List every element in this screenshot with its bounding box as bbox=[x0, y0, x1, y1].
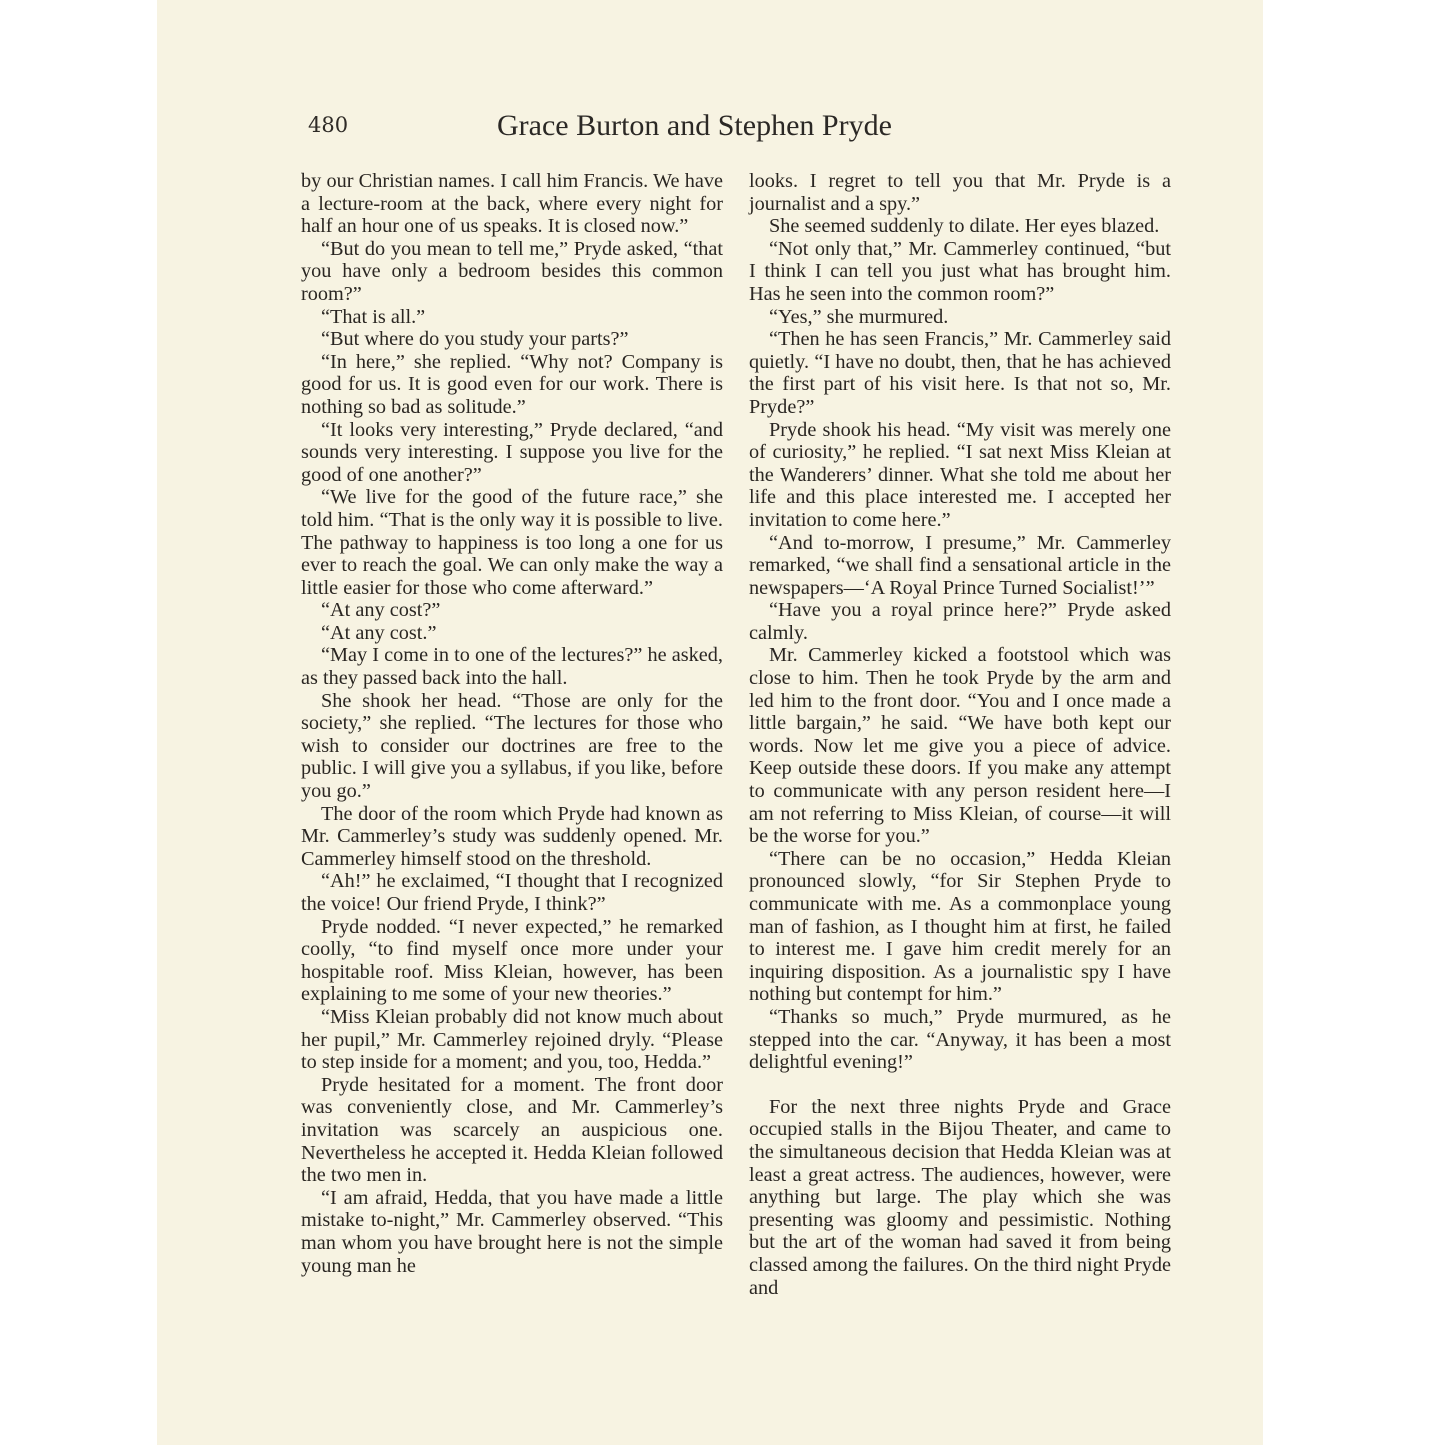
paragraph: She shook her head. “Those are only for the society,” she replied. “The lectures for those who wish to consider our doctrines are free to the public. I will give you a syllabus, if you like, before you go.” bbox=[301, 689, 723, 803]
paragraph: “We live for the good of the future race,” she told him. “That is the only way it is possible to live. The pathway to happiness is too long a one for us ever to reach the goal. We can only make the way a little easier for those who come afterward.” bbox=[301, 486, 723, 599]
paragraph: Pryde nodded. “I never expected,” he remarked coolly, “to find myself once more under your hospitable roof. Miss Kleian, however, has been explaining to me some of your new theories.” bbox=[301, 915, 723, 1006]
paragraph: “Have you a royal prince here?” Pryde asked calmly. bbox=[749, 599, 1171, 644]
paragraph: “There can be no occasion,” Hedda Kleian pronounced slowly, “for Sir Stephen Pryde to communicate with me. As a commonplace young man of fashion, as I thought him at first, he failed to interest me. I gave him credit merely for an inquiring disposition. As a journalistic spy I have nothing but contempt for him.” bbox=[749, 847, 1171, 1006]
paragraph: “Ah!” he exclaimed, “I thought that I recognized the voice! Our friend Pryde, I think?” bbox=[301, 870, 723, 915]
paragraph: “At any cost?” bbox=[321, 599, 441, 622]
section-start-paragraph: For the next three nights Pryde and Grace occupied stalls in the Bijou Theater, and came to the simultaneous decision that Hedda Kleian was at least a great actress. The audiences, however, were anything but large. The play which she was presenting was gloomy and pessimistic. Nothing but the art of the woman had saved it from being classed among the failures. On the third night Pryde and bbox=[749, 1095, 1171, 1299]
paragraph: “Miss Kleian probably did not know much about her pupil,” Mr. Cammerley rejoined dryly. “Please to step inside for a moment; and you, too, Hedda.” bbox=[301, 1005, 723, 1074]
paragraph: “That is all.” bbox=[321, 305, 426, 328]
book-page bbox=[157, 0, 1263, 1445]
paragraph: looks. I regret to tell you that Mr. Pryde is a journalist and a spy.” bbox=[749, 170, 1171, 215]
paragraph: Mr. Cammerley kicked a footstool which was close to him. Then he took Pryde by the arm and led him to the front door. “You and I once made a little bargain,” he said. “We have both kept our words. Now let me give you a piece of advice. Keep outside these doors. If you make any attempt to communicate with any person resident here—I am not referring to Miss Kleian, of course—it will be the worse for you.” bbox=[749, 644, 1171, 848]
paragraph: “Then he has seen Francis,” Mr. Cammerley said quietly. “I have no doubt, then, that he has achieved the first part of his visit here. Is that not so, Mr. Pryde?” bbox=[749, 328, 1171, 418]
paragraph: “Thanks so much,” Pryde murmured, as he stepped into the car. “Anyway, it has been a most delightful evening!” bbox=[749, 1005, 1171, 1074]
paragraph: “Yes,” she murmured. bbox=[769, 305, 949, 328]
paragraph: “But where do you study your parts?” bbox=[321, 328, 629, 351]
paragraph: “But do you mean to tell me,” Pryde asked, “that you have only a bedroom besides this common room?” bbox=[301, 237, 723, 305]
paragraph: “I am afraid, Hedda, that you have made a little mistake to-night,” Mr. Cammerley observed. “This man whom you have brought here is not the simple young man he bbox=[301, 1186, 723, 1277]
paragraph: “And to-morrow, I presume,” Mr. Cammerley remarked, “we shall find a sensational article in the newspapers—‘A Royal Prince Turned Socialist!’” bbox=[749, 531, 1171, 599]
paragraph: by our Christian names. I call him Francis. We have a lecture-room at the back, where every night for half an hour one of us speaks. It is closed now.” bbox=[301, 170, 723, 238]
paragraph: The door of the room which Pryde had known as Mr. Cammerley’s study was suddenly opened. Mr. Cammerley himself stood on the threshold. bbox=[301, 802, 723, 870]
page-number: 480 bbox=[308, 113, 349, 137]
paragraph: “In here,” she replied. “Why not? Company is good for us. It is good even for our work. There is nothing so bad as solitude.” bbox=[301, 350, 723, 418]
running-title: Grace Burton and Stephen Pryde bbox=[497, 109, 892, 142]
paragraph: Pryde hesitated for a moment. The front door was conveniently close, and Mr. Cammerley’s invitation was scarcely an auspicious one. Nevertheless he accepted it. Hedda Kleian followed the two men in. bbox=[301, 1073, 723, 1187]
paragraph: Pryde shook his head. “My visit was merely one of curiosity,” he replied. “I sat next Miss Kleian at the Wanderers’ dinner. What she told me about her life and this place interested me. I accepted her invitation to come here.” bbox=[749, 418, 1171, 531]
left-column bbox=[301, 170, 723, 1277]
paragraph: “Not only that,” Mr. Cammerley continued, “but I think I can tell you just what has brought him. Has he seen into the common room?” bbox=[749, 237, 1171, 305]
paragraph: “May I come in to one of the lectures?” he asked, as they passed back into the hall. bbox=[301, 644, 723, 690]
right-column bbox=[749, 170, 1171, 1299]
paragraph: “It looks very interesting,” Pryde declared, “and sounds very interesting. I suppose you live for the good of one another?” bbox=[301, 418, 723, 486]
paragraph: She seemed suddenly to dilate. Her eyes blazed. bbox=[769, 215, 1160, 238]
paragraph: “At any cost.” bbox=[321, 621, 437, 644]
